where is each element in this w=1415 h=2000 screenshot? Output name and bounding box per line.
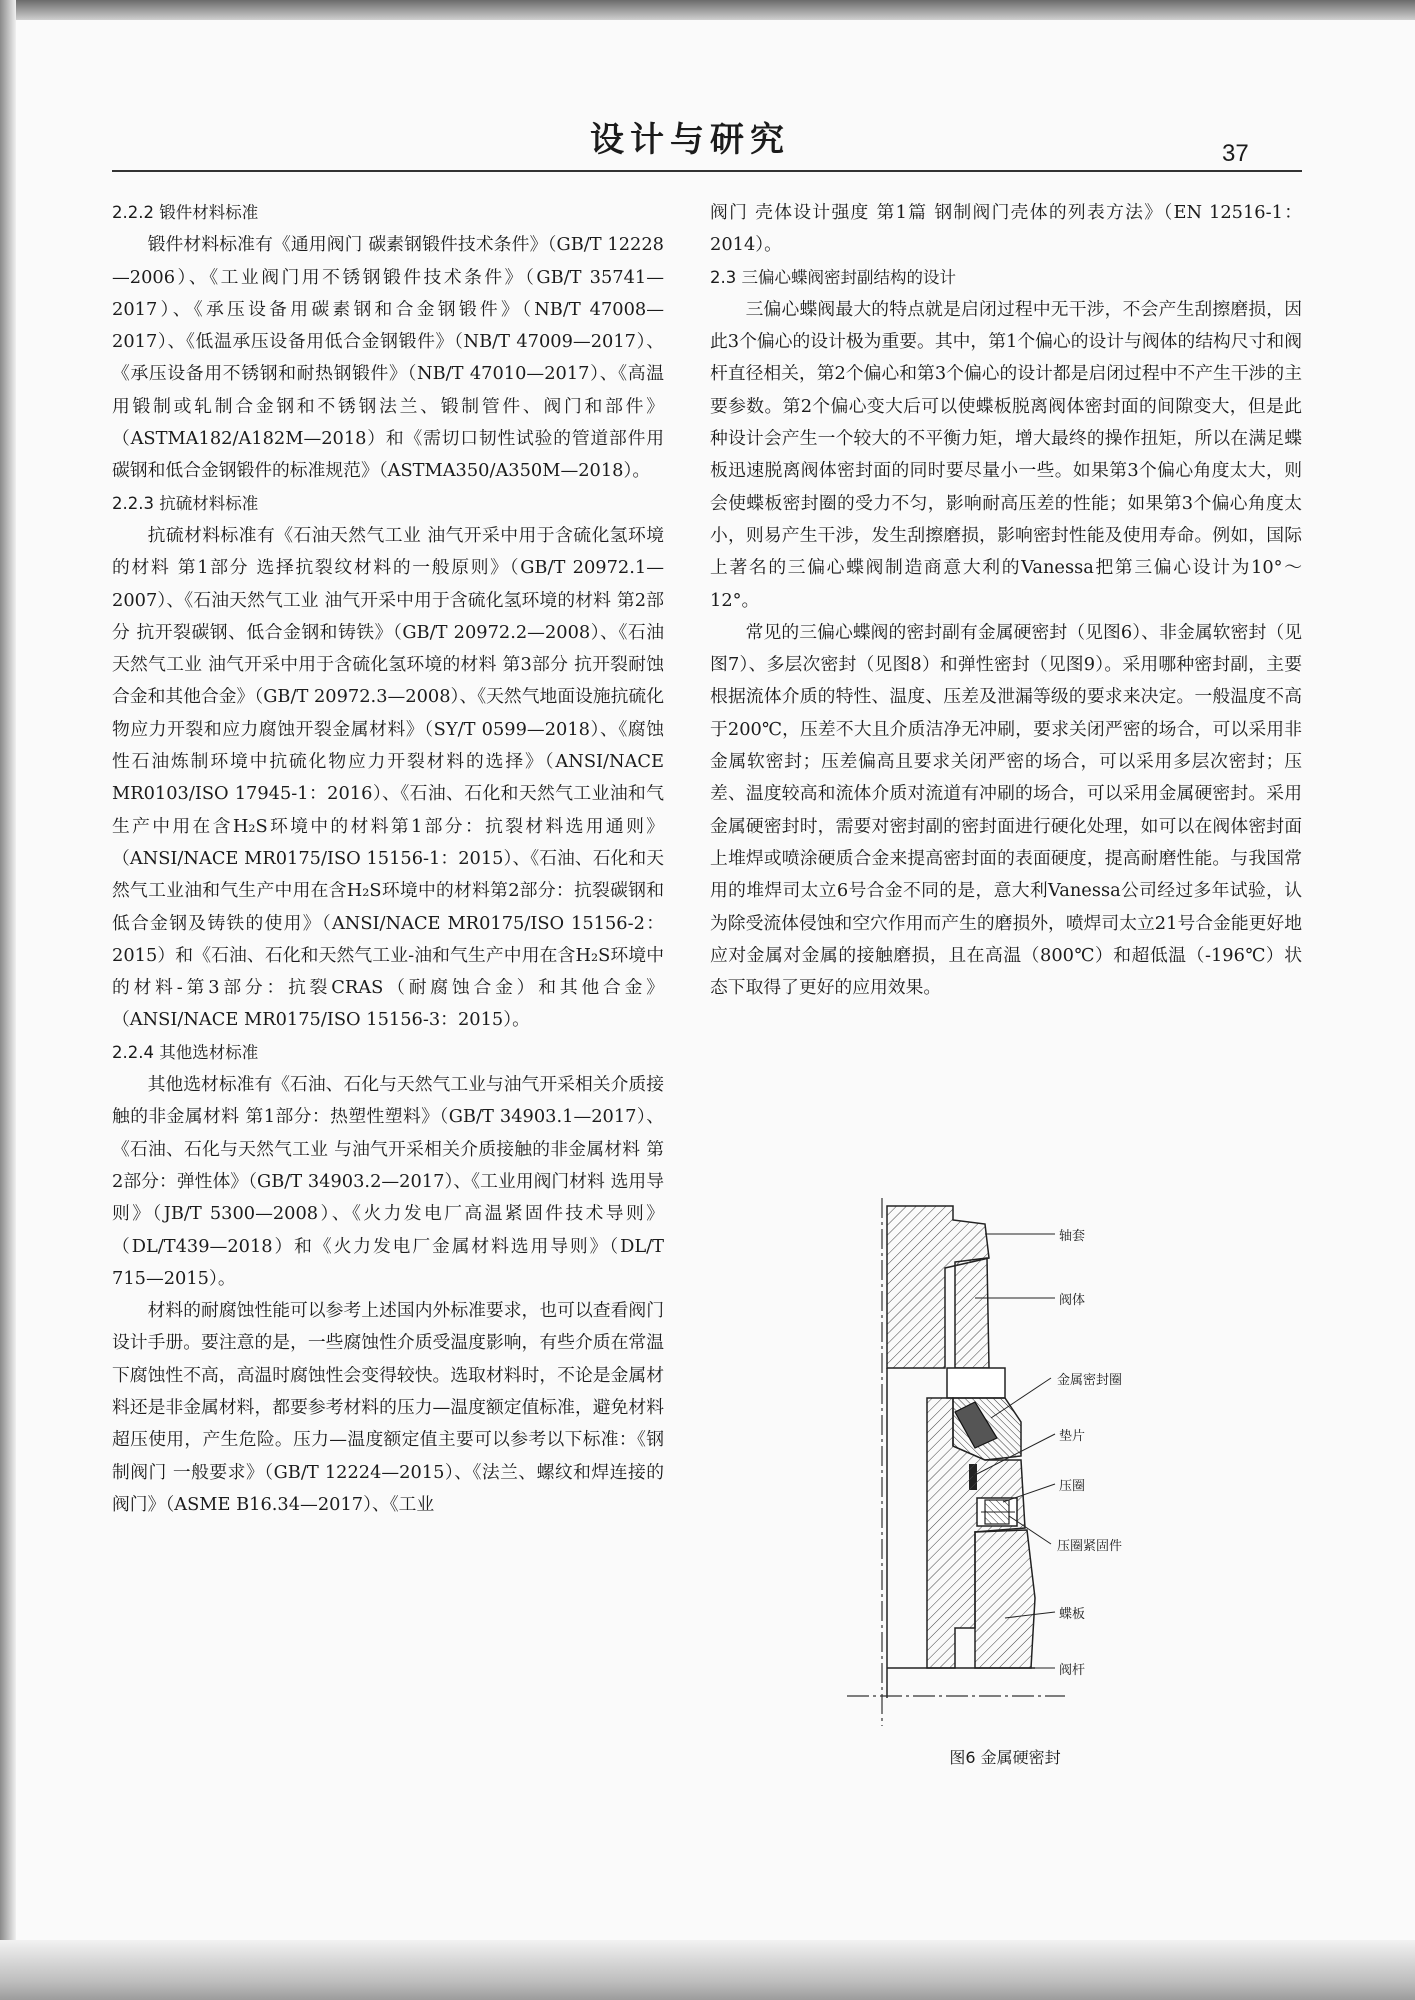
page-number: 37 bbox=[1222, 140, 1249, 167]
section-heading: 2.2.2 锻件材料标准 bbox=[112, 203, 259, 222]
section-heading: 2.2.3 抗硫材料标准 bbox=[112, 493, 259, 513]
label-retaining-ring-fastener: 压圈紧固件 bbox=[1057, 1539, 1123, 1554]
section-heading: 2.3 三偏心蝶阀密封副结构的设计 bbox=[710, 267, 956, 287]
right-text-column bbox=[710, 197, 1302, 1004]
header-rule bbox=[112, 170, 1302, 172]
body-paragraph: 抗硫材料标准有《石油天然气工业 油气开采中用于含硫化氢环境的材料 第1部分 选择抗裂纹材料的一般原则》（GB/T 20972.1—2007）、《石油天然气工业 油气开采中用于含硫化氢环境的材料 第2部分 抗开裂碳钢、低合金钢和铸铁》（GB/T 20972.2—2008）、《石油天然气工业 油气开采中用于含硫化氢环境的材料 第3部分 抗开裂耐蚀合金和其他合金》（GB/T 20972.3—2008）、《天然气地面设施抗硫化物应力开裂和应力腐蚀开裂金属材料》（SY/T 0599—2018）、《腐蚀性石油炼制环境中抗硫化物应力开裂材料的选择》（ANSI/NACE MR0103/ISO 17945-1：2016）、《石油、石化和天然气工业油和气生产中用在含H₂S环境中的材料第1部分：抗裂材料选用通则》（ANSI/NACE MR0175/ISO 15156-1：2015）、《石油、石化和天然气工业油和气生产中用在含H₂S环境中的材料第2部分：抗裂碳钢和低合金钢及铸铁的使用》（ANSI/NACE MR0175/ISO 15156-2：2015）和《石油、石化和天然气工业-油和气生产中用在含H₂S环境中的材料-第3部分：抗裂CRAS（耐腐蚀合金）和其他合金》（ANSI/NACE MR0175/ISO 15156-3：2015）。 bbox=[112, 524, 664, 1031]
body-paragraph: 其他选材标准有《石油、石化与天然气工业与油气开采相关介质接触的非金属材料 第1部分：热塑性塑料》（GB/T 34903.1—2017）、《石油、石化与天然气工业 与油气开采相关介质接触的非金属材料 第2部分：弹性体》（GB/T 34903.2—2017）、《工业用阀门材料 选用导则》（JB/T 5300—2008）、《火力发电厂高温紧固件技术导则》（DL/T439—2018）和《火力发电厂金属材料选用导则》（DL/T 715—2015）。 bbox=[112, 1074, 664, 1289]
label-metal-seal-ring: 金属密封圈 bbox=[1057, 1373, 1123, 1388]
figure-metal-hard-seal bbox=[835, 1198, 1165, 1726]
figure-caption: 图6 金属硬密封 bbox=[949, 1748, 1061, 1767]
scan-top-edge bbox=[0, 0, 1415, 20]
body-paragraph: 阀门 壳体设计强度 第1篇 钢制阀门壳体的列表方法》（EN 12516-1：2014）。 bbox=[710, 202, 1302, 256]
scan-bottom-edge bbox=[0, 1940, 1415, 2000]
seal-cross-section-drawing bbox=[835, 1198, 1165, 1726]
left-text-column bbox=[112, 197, 664, 1521]
scan-left-edge bbox=[0, 0, 16, 2000]
body-paragraph: 三偏心蝶阀最大的特点就是启闭过程中无干涉，不会产生刮擦磨损，因此3个偏心的设计极为重要。其中，第1个偏心的设计与阀体的结构尺寸和阀杆直径相关，第2个偏心和第3个偏心的设计都是启闭过程中不产生干涉的主要参数。第2个偏心变大后可以使蝶板脱离阀体密封面的间隙变大，但是此种设计会产生一个较大的不平衡力矩，增大最终的操作扭矩，所以在满足蝶板迅速脱离阀体密封面的同时要尽量小一些。如果第3个偏心角度太大，则会使蝶板密封圈的受力不匀，影响耐高压差的性能；如果第3个偏心角度太小，则易产生干涉，发生刮擦磨损，影响密封性能及使用寿命。例如，国际上著名的三偏心蝶阀制造商意大利的Vanessa把第三偏心设计为10°～12°。 bbox=[710, 298, 1302, 611]
label-valve-body: 阀体 bbox=[1059, 1293, 1086, 1308]
section-heading: 2.2.4 其他选材标准 bbox=[112, 1042, 259, 1062]
label-gasket: 垫片 bbox=[1059, 1429, 1086, 1444]
label-retaining-ring: 压圈 bbox=[1059, 1479, 1086, 1494]
body-paragraph: 常见的三偏心蝶阀的密封副有金属硬密封（见图6）、非金属软密封（见图7）、多层次密封（见图8）和弹性密封（见图9）。采用哪种密封副，主要根据流体介质的特性、温度、压差及泄漏等级的要求来决定。一般温度不高于200℃，压差不大且介质洁净无冲刷，要求关闭严密的场合，可以采用非金属软密封；压差偏高且要求关闭严密的场合，可以采用多层次密封；压差、温度较高和流体介质对流道有冲刷的场合，可以采用金属硬密封。采用金属硬密封时，需要对密封副的密封面进行硬化处理，如可以在阀体密封面上堆焊或喷涂硬质合金来提高密封面的表面硬度，提高耐磨性能。与我国常用的堆焊司太立6号合金不同的是，意大利Vanessa公司经过多年试验，认为除受流体侵蚀和空穴作用而产生的磨损外，喷焊司太立21号合金能更好地应对金属对金属的接触磨损，且在高温（800℃）和超低温（-196℃）状态下取得了更好的应用效果。 bbox=[710, 621, 1302, 999]
body-paragraph: 材料的耐腐蚀性能可以参考上述国内外标准要求，也可以查看阀门设计手册。要注意的是，一些腐蚀性介质受温度影响，有些介质在常温下腐蚀性不高，高温时腐蚀性会变得较快。选取材料时，不论是金属材料还是非金属材料，都要参考材料的压力—温度额定值标准，避免材料超压使用，产生危险。压力—温度额定值主要可以参考以下标准：《钢制阀门 一般要求》（GB/T 12224—2015）、《法兰、螺纹和焊连接的阀门》（ASME B16.34—2017）、《工业 bbox=[112, 1300, 664, 1515]
journal-section-title: 设计与研究 bbox=[590, 120, 790, 160]
body-paragraph: 锻件材料标准有《通用阀门 碳素钢锻件技术条件》（GB/T 12228—2006）、《工业阀门用不锈钢锻件技术条件》（GB/T 35741—2017）、《承压设备用碳素钢和合金钢锻件》（NB/T 47008—2017）、《低温承压设备用低合金钢锻件》（NB/T 47009—2017）、《承压设备用不锈钢和耐热钢锻件》（NB/T 47010—2017）、《高温用锻制或轧制合金钢和不锈钢法兰、锻制管件、阀门和部件》（ASTMA182/A182M—2018）和《需切口韧性试验的管道部件用碳钢和低合金钢锻件的标准规范》（ASTMA350/A350M—2018）。 bbox=[112, 234, 664, 482]
label-bushing: 轴套 bbox=[1059, 1229, 1086, 1244]
label-disc: 蝶板 bbox=[1059, 1607, 1086, 1622]
label-stem: 阀杆 bbox=[1059, 1663, 1086, 1678]
